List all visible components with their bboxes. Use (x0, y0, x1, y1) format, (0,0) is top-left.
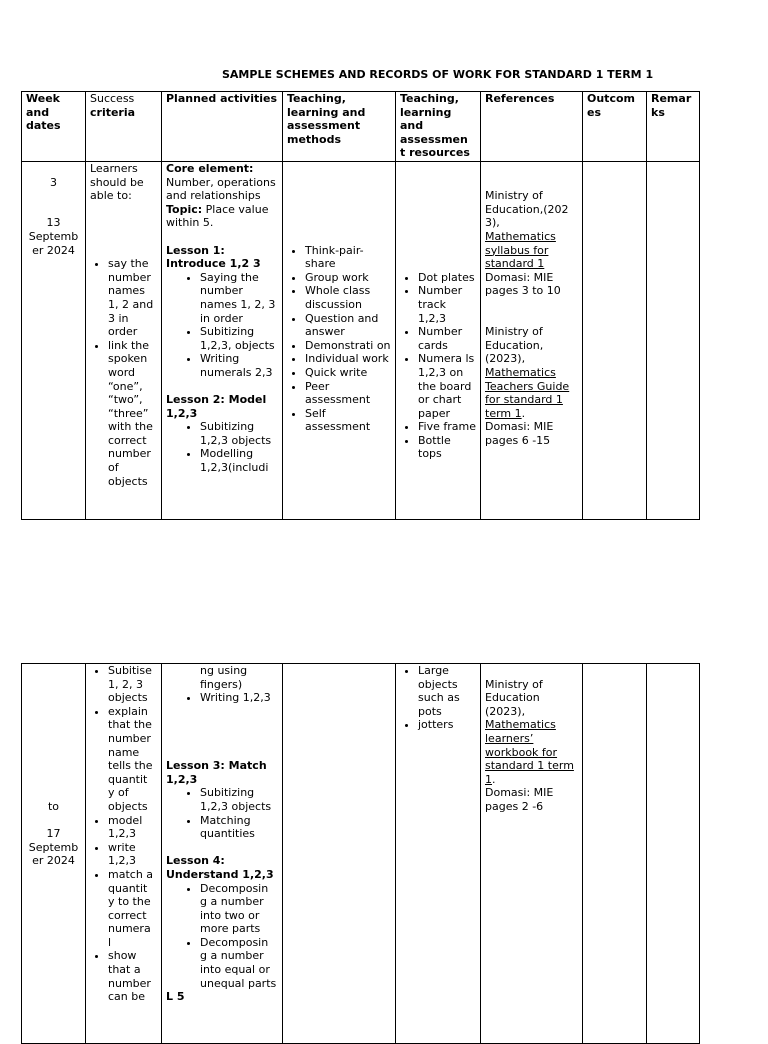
list-item: • Subitizing 1,2,3 objects (200, 786, 278, 813)
reference-title: Mathematics syllabus for standard 1 (485, 229, 556, 271)
list-item: • Group work (305, 271, 391, 285)
list-item: • Subitizing 1,2,3, objects (200, 325, 278, 352)
remarks-cell (647, 162, 700, 520)
list-item: • Writing 1,2,3 (200, 691, 278, 705)
list-item: • Decomposin g a number into two or more parts (200, 882, 278, 936)
header-week: Week and dates (22, 92, 86, 162)
lesson-title: Lesson 3: Match 1,2,3 (166, 759, 267, 786)
list-item: • Number track 1,2,3 (418, 284, 476, 325)
header-references: References (481, 92, 583, 162)
header-row (22, 92, 700, 162)
list-item: • model 1,2,3 (108, 814, 157, 841)
list-item: • link the spoken word “one”, “two”, “three” with the correct number of objects (108, 339, 157, 489)
list-item: • Subitizing 1,2,3 objects (200, 420, 278, 447)
resources-cell (396, 664, 481, 1044)
header-resources: Teaching, learning and assessmen t resources (396, 92, 481, 162)
list-item: • Bottle tops (418, 434, 476, 461)
list-item: • Decomposin g a number into equal or unequal parts (200, 936, 278, 990)
remarks-cell (647, 664, 700, 1044)
header-methods: Teaching, learning and assessment methods (283, 92, 396, 162)
list-item: • show that a number can be (108, 949, 157, 1003)
list-item: • Matching quantities (200, 814, 278, 841)
references-cell: Ministry of Education,(202 3), Mathematics syllabus for standard 1 Domasi: MIE pages 3 to 10 Ministry of Education, (2023), Mathematics Teachers Guide for standard 1 term 1. Domasi: MIE pages 6 -15 (481, 162, 583, 520)
list-item: • Number cards (418, 325, 476, 352)
lesson-title: Lesson 2: Model 1,2,3 (166, 393, 267, 420)
list-item: • Numera ls 1,2,3 on the board or chart paper (418, 352, 476, 420)
list-item: • Self assessment (305, 407, 391, 434)
list-item: • Demonstrati on (305, 339, 391, 353)
list-item: • Whole class discussion (305, 284, 391, 311)
week-dates-cell: to 17 Septemb er 2024 (22, 664, 86, 1044)
list-item: • say the number names 1, 2 and 3 in order (108, 257, 157, 339)
lesson-title: Lesson 1: Introduce 1,2 3 (166, 243, 261, 271)
list-item: • Individual work (305, 352, 391, 366)
list-item: • Quick write (305, 366, 391, 380)
header-planned: Planned activities (162, 92, 283, 162)
list-item: • Large objects such as pots (418, 664, 476, 718)
success-intro: Learners should be able to: (90, 162, 144, 203)
week-dates-cell (22, 162, 86, 520)
list-item: • Think-pair-share (305, 244, 391, 271)
references-cell: Ministry of Education (2023), Mathematics learners’ workbook for standard 1 term 1. Domasi: MIE pages 2 -6 (481, 664, 583, 1044)
list-item: • explain that the number name tells the quantit y of objects (108, 705, 157, 814)
header-remarks: Remar ks (647, 92, 700, 162)
lesson-title-partial: L 5 (166, 990, 185, 1004)
outcomes-cell (583, 664, 647, 1044)
list-item: • Peer assessment (305, 380, 391, 407)
table-row (22, 664, 700, 1044)
header-outcomes: Outcom es (583, 92, 647, 162)
resources-cell (396, 162, 481, 520)
list-item: • write 1,2,3 (108, 841, 157, 868)
list-item: • Modelling 1,2,3(includi (200, 447, 278, 474)
outcomes-cell (583, 162, 647, 520)
header-success: Success criteria (86, 92, 162, 162)
document-title: SAMPLE SCHEMES AND RECORDS OF WORK FOR STANDARD 1 TERM 1 (222, 68, 654, 81)
list-item: • Subitise 1, 2, 3 objects (108, 664, 157, 705)
scheme-table-page-1 (21, 91, 700, 520)
methods-cell (283, 162, 396, 520)
scheme-table-page-2 (21, 663, 700, 1044)
list-item: • Saying the number names 1, 2, 3 in order (200, 271, 278, 325)
methods-cell (283, 664, 396, 1044)
list-item: • jotters (418, 718, 476, 732)
table-row (22, 162, 700, 520)
list-item: • Five frame (418, 420, 476, 434)
end-date: 17 Septemb er 2024 (28, 827, 79, 868)
success-criteria-cell (86, 664, 162, 1044)
planned-activities-cell: ng using fingers) • Writing 1,2,3 Lesson 3: Match 1,2,3 • Subitizing 1,2,3 objects • Matching quantities Lesson 4: Understand 1,2,3 • Decomposin g a number into two or more parts • Decomposin g a number into equal or unequal parts L 5 (162, 664, 283, 1044)
planned-activities-cell: Core element: Number, operations and relationships Topic: Place value within 5. Lesson 1: Introduce 1,2 3 • Saying the number names 1, 2, 3 in order • Subitizing 1,2,3, objects • Writing numerals 2,3 Lesson 2: Model 1,2,3 • Subitizing 1,2,3 objects • Modelling 1,2,3(includi (162, 162, 283, 520)
list-item: • Writing numerals 2,3 (200, 352, 278, 379)
week-number: 3 (50, 175, 57, 189)
list-item: • Dot plates (418, 271, 476, 285)
list-item: • Question and answer (305, 312, 391, 339)
list-item: • match a quantit y to the correct numera l (108, 868, 157, 950)
lesson-title: Lesson 4: Understand 1,2,3 (166, 854, 274, 881)
start-date: 13 Septemb er 2024 (28, 216, 79, 257)
reference-title: Mathematics Teachers Guide for standard 1 term 1 (485, 365, 570, 420)
success-criteria-cell (86, 162, 162, 520)
reference-title: Mathematics learners’ workbook for standard 1 term 1 (485, 718, 574, 786)
